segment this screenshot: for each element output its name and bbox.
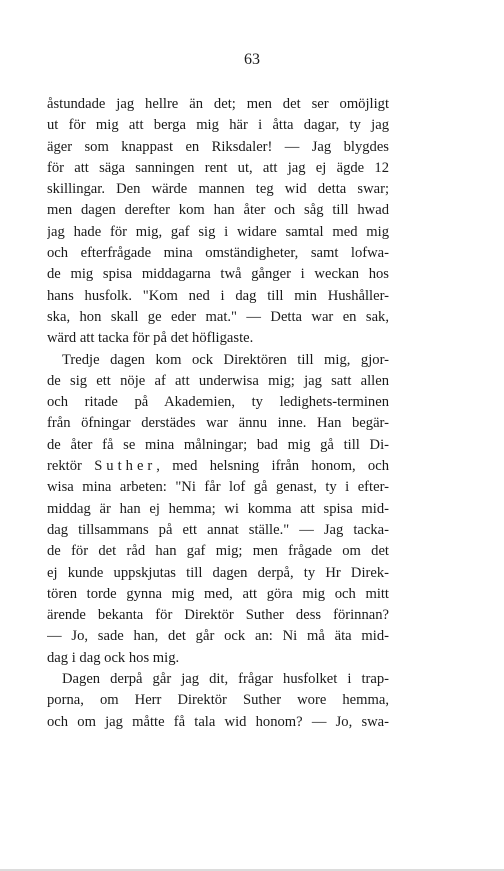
text-line: wisa mina arbeten: "Ni får lof gå genast, ty i efter- <box>47 479 389 496</box>
text-line: dag tillsammans på ett annat ställe." — Jag tacka- <box>47 521 389 538</box>
text-line: de sig ett nöje af att underwisa mig; jag satt allen <box>47 372 389 389</box>
text-line: porna, om Herr Direktör Suther wore hemma, <box>47 692 389 709</box>
text-line: ärende bekanta för Direktör Suther dess förinnan? <box>47 607 389 624</box>
text-line: hans husfolk. "Kom ned i dag till min Hushåller- <box>47 287 389 304</box>
text-line: skillingar. Den wärde mannen teg wid detta swar; <box>47 181 389 198</box>
text-line: och om jag måtte få tala wid honom? — Jo, swa- <box>47 713 389 730</box>
text-line: men dagen derefter kom han åter och såg till hwad <box>47 202 389 219</box>
text-line: äger som knappast en Riksdaler! — Jag blygdes <box>47 138 389 155</box>
text-line: middag är han ej hemma; wi komma att spisa mid- <box>47 500 389 517</box>
text-line: Dagen derpå går jag dit, frågar husfolket i trap- <box>62 671 389 688</box>
text-line: från öfningar derstädes war ännu inne. Han begär- <box>47 415 389 432</box>
text-line: de för det råd han gaf mig; men frågade om det <box>47 543 389 560</box>
text-line: rektör Suther, med helsning ifrån honom, och <box>47 458 389 475</box>
text-line: wärd att tacka för på det höfligaste. <box>47 330 254 347</box>
text-line: och efterfrågade mina omständigheter, samt lofwa- <box>47 245 389 262</box>
text-line: de mig spisa middagarna twå gånger i weckan hos <box>47 266 389 283</box>
text-line: jag hade för mig, gaf sig i widare samtal med mig <box>47 223 389 240</box>
text-line: de åter få se mina målningar; bad mig gå till Di- <box>47 436 389 453</box>
text-line: dag i dag ock hos mig. <box>47 649 180 666</box>
page-number: 63 <box>244 51 260 68</box>
text-line: tören torde gynna mig med, att göra mig och mitt <box>47 585 389 602</box>
spaced-name: Suther <box>94 458 157 475</box>
text-line: och ritade på Akademien, ty ledighets-terminen <box>47 394 389 411</box>
text-line: ska, hon skall ge eder mat." — Detta war en sak, <box>47 308 389 325</box>
text-line: för att säga sanningen rent ut, att jag ej ägde 12 <box>47 159 389 176</box>
text-line: Tredje dagen kom ock Direktören till mig, gjor- <box>62 351 389 368</box>
text-line: ej kunde uppskjutas till dagen derpå, ty Hr Direk- <box>47 564 389 581</box>
text-line: åstundade jag hellre än det; men det ser omöjligt <box>47 96 389 112</box>
text-line: ut för mig att berga mig här i åtta dagar, ty jag <box>47 117 389 134</box>
text-line: — Jo, sade han, det går ock an: Ni må äta mid- <box>47 628 389 645</box>
body-text <box>47 94 389 733</box>
